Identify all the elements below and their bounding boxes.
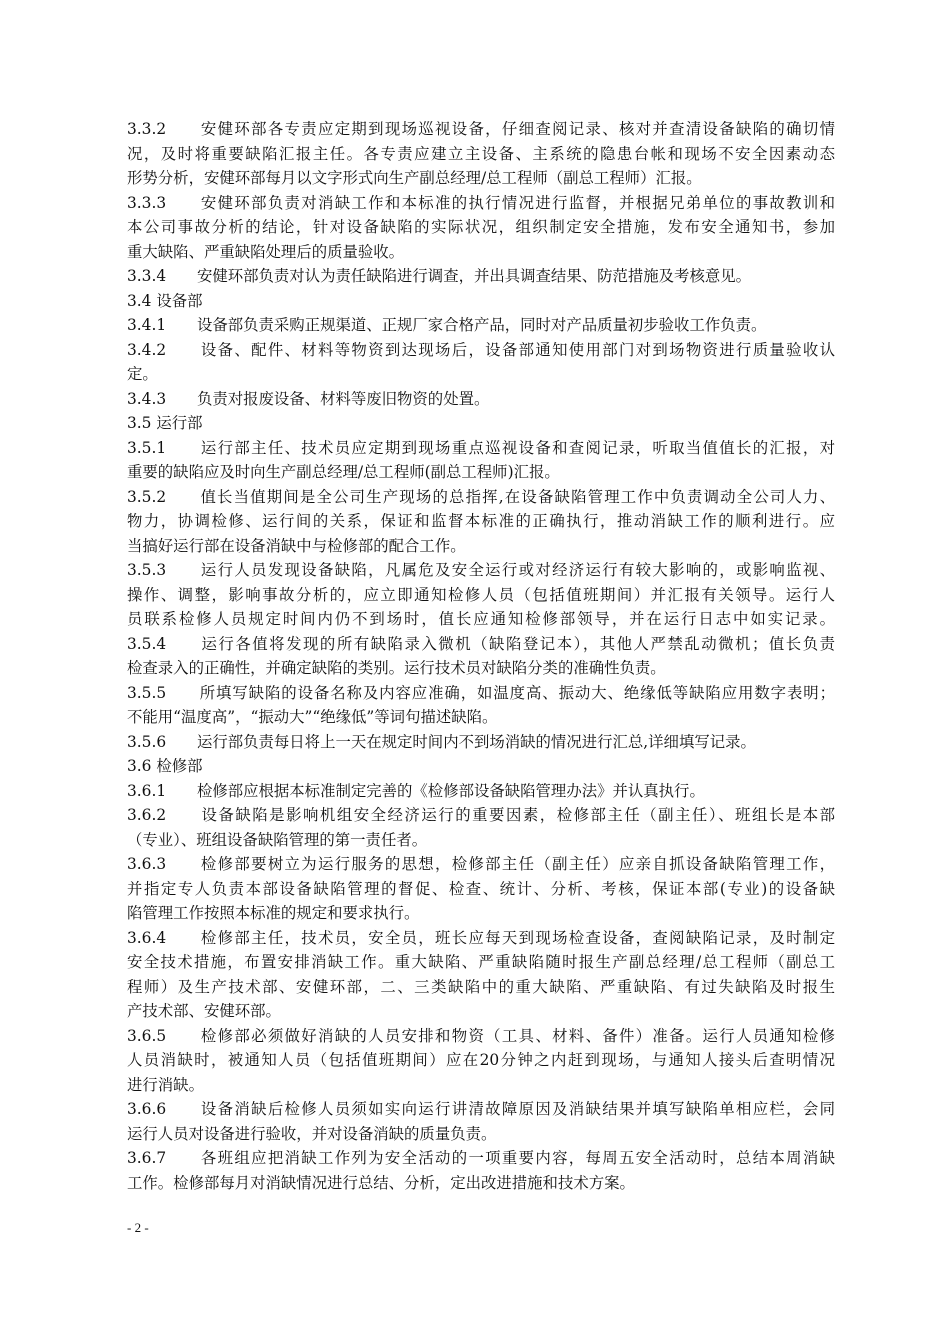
text-line: 陷管理工作按照本标准的规定和要求执行。	[127, 904, 420, 922]
text-line: 运行人员对设备进行验收，并对设备消缺的质量负责。	[127, 1124, 497, 1143]
text-line: 3.5.1 运行部主任、技术员应定期到现场重点巡视设备和查阅记录，听取当值值长的汇报，对	[127, 438, 835, 457]
text-line: 形势分析，安健环部每月以文字形式向生产副总经理/总工程师（副总工程师）汇报。	[127, 169, 702, 187]
text-line: 定。	[127, 365, 158, 383]
text-line: 3.6.7 各班组应把消缺工作列为安全活动的一项重要内容，每周五安全活动时，总结本周消缺	[127, 1149, 835, 1167]
text-line: 进行消缺。	[127, 1075, 204, 1094]
text-line: 3.4.3 负责对报废设备、材料等废旧物资的处置。	[127, 389, 490, 408]
text-line: 员联系检修人员规定时间内仍不到场时，值长应通知检修部领导，并在运行日志中如实记录。	[127, 610, 835, 628]
text-line: 3.5.4 运行各值将发现的所有缺陷录入微机（缺陷登记本），其他人严禁乱动微机；值长负责	[127, 634, 835, 653]
text-line: 重大缺陷、严重缺陷处理后的质量验收。	[127, 242, 405, 261]
text-line: 人员消缺时，被通知人员（包括值班期间）应在20分钟之内赶到现场，与通知人接头后查明情况	[127, 1051, 835, 1069]
text-line: 重要的缺陷应及时向生产副总经理/总工程师(副总工程师)汇报。	[127, 463, 560, 481]
text-line: 3.6.1 检修部应根据本标准制定完善的《检修部设备缺陷管理办法》并认真执行。	[127, 781, 705, 800]
text-line: 3.5.6 运行部负责每日将上一天在规定时间内不到场消缺的情况进行汇总,详细填写记录。	[127, 732, 756, 751]
text-line: 3.4 设备部	[127, 291, 203, 310]
text-line: 当搞好运行部在设备消缺中与检修部的配合工作。	[127, 536, 466, 555]
text-line: 产技术部、安健环部。	[127, 1002, 281, 1020]
text-line: 3.6 检修部	[127, 757, 203, 775]
text-line: 安全技术措施，布置安排消缺工作。重大缺陷、严重缺陷随时报生产副总经理/总工程师（副总工	[127, 953, 835, 971]
text-line: 3.6.2 设备缺陷是影响机组安全经济运行的重要因素，检修部主任（副主任）、班组长是本部	[127, 806, 835, 824]
text-line: 3.5.3 运行人员发现设备缺陷，凡属危及安全运行或对经济运行有较大影响的，或影响监视、	[127, 561, 835, 579]
page-number: - 2 -	[127, 1220, 149, 1235]
text-line: 3.5.5 所填写缺陷的设备名称及内容应准确，如温度高、振动大、绝缘低等缺陷应用数字表明；	[127, 683, 835, 702]
text-line: 3.6.4 检修部主任，技术员，安全员，班长应每天到现场检查设备，查阅缺陷记录，及时制定	[127, 928, 835, 947]
text-line: 操作、调整，影响事故分析的，应立即通知检修人员（包括值班期间）并汇报有关领导。运行人	[127, 585, 835, 604]
text-line: （专业）、班组设备缺陷管理的第一责任者。	[127, 830, 428, 849]
text-line: 物力，协调检修、运行间的关系，保证和监督本标准的正确执行，推动消缺工作的顺利进行。应	[127, 512, 835, 530]
text-line: 本公司事故分析的结论，针对设备缺陷的实际状况，组织制定安全措施，发布安全通知书，参加	[127, 218, 835, 236]
text-line: 3.4.2 设备、配件、材料等物资到达现场后，设备部通知使用部门对到场物资进行质量验收认	[127, 340, 835, 359]
document-body	[127, 117, 835, 1195]
text-line: 况，及时将重要缺陷汇报主任。各专责应建立主设备、主系统的隐患台帐和现场不安全因素动态	[127, 144, 835, 163]
text-line: 工作。检修部每月对消缺情况进行总结、分析，定出改进措施和技术方案。	[127, 1173, 635, 1192]
text-line: 检查录入的正确性，并确定缺陷的类别。运行技术员对缺陷分类的准确性负责。	[127, 659, 666, 677]
text-line: 3.3.4 安健环部负责对认为责任缺陷进行调查，并出具调查结果、防范措施及考核意见。	[127, 267, 752, 285]
text-line: 3.3.2 安健环部各专责应定期到现场巡视设备，仔细查阅记录、核对并查清设备缺陷的确切情	[127, 120, 835, 138]
text-line: 3.5.2 值长当值期间是全公司生产现场的总指挥,在设备缺陷管理工作中负责调动全公司人力、	[127, 487, 835, 506]
text-line: 3.3.3 安健环部负责对消缺工作和本标准的执行情况进行监督，并根据兄弟单位的事故教训和	[127, 193, 835, 212]
text-line: 3.6.6 设备消缺后检修人员须如实向运行讲清故障原因及消缺结果并填写缺陷单相应栏，会同	[127, 1100, 835, 1118]
text-line: 程师）及生产技术部、安健环部，二、三类缺陷中的重大缺陷、严重缺陷、有过失缺陷及时报生	[127, 977, 835, 996]
text-line: 3.5 运行部	[127, 414, 203, 432]
text-line: 3.4.1 设备部负责采购正规渠道、正规厂家合格产品，同时对产品质量初步验收工作负责。	[127, 316, 767, 334]
text-line: 3.6.5 检修部必须做好消缺的人员安排和物资（工具、材料、备件）准备。运行人员通知检修	[127, 1026, 835, 1045]
text-line: 3.6.3 检修部要树立为运行服务的思想，检修部主任（副主任）应亲自抓设备缺陷管理工作，	[127, 855, 835, 873]
text-line: 不能用“温度高”，“振动大”“绝缘低”等词句描述缺陷。	[127, 708, 498, 726]
text-line: 并指定专人负责本部设备缺陷管理的督促、检查、统计、分析、考核，保证本部(专业)的设备缺	[127, 879, 835, 898]
